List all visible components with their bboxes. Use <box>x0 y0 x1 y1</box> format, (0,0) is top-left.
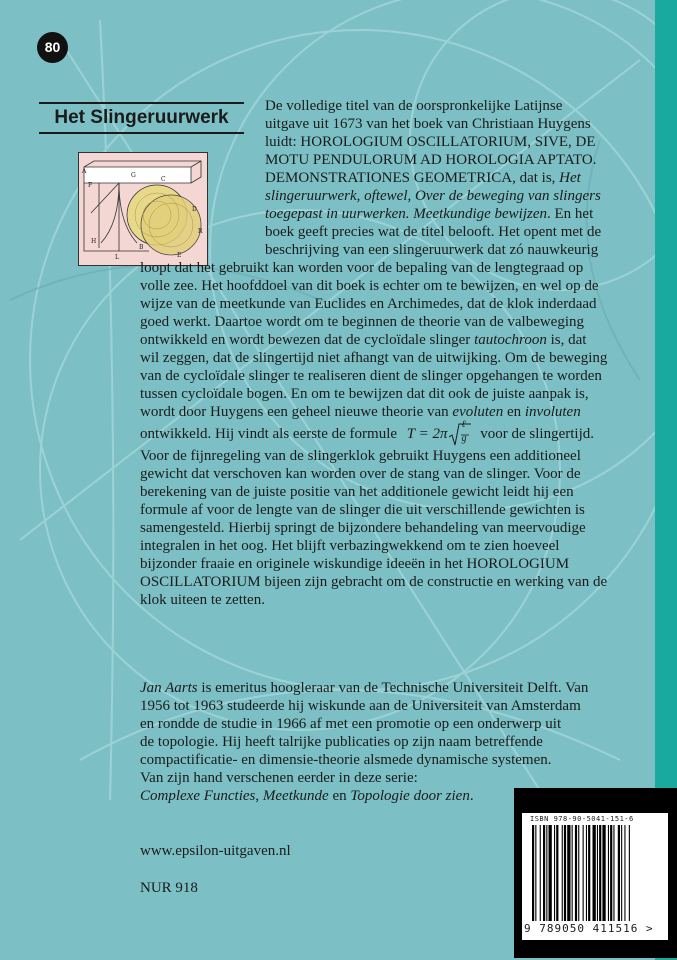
text-line <box>140 331 635 349</box>
figure-label: R <box>198 228 203 235</box>
barcode-bar <box>586 825 587 921</box>
text-segment: , <box>255 788 263 804</box>
sqrt-sign-icon <box>449 423 471 447</box>
barcode-panel <box>514 788 677 958</box>
barcode-digits: 9 789050 411516 > <box>524 922 654 935</box>
figure-label: D <box>192 206 197 213</box>
author-name: Jan Aarts <box>140 680 198 696</box>
figure-label: C <box>161 176 166 183</box>
period-formula <box>401 418 477 444</box>
figure-label: L <box>115 254 119 261</box>
text-line: goed werkt. Daartoe wordt om te beginnen de theorie van de valbeweging <box>140 314 585 330</box>
text-segment: is, dat <box>546 332 587 348</box>
barcode-bar <box>556 825 558 921</box>
barcode-bar <box>583 825 584 921</box>
isbn-text: ISBN 978-90-5041-151-6 <box>530 815 634 823</box>
text-segment: ontwikkeld en wordt bewezen dat de cycloïdale slinger <box>140 332 475 348</box>
text-segment: en <box>328 788 351 804</box>
barcode-bar <box>546 825 547 921</box>
text-line: loopt dat het gebruikt kan worden voor de bepaling van de lengtegraad op <box>140 260 584 276</box>
barcode-bar <box>621 825 622 921</box>
fraction-denominator: g <box>461 432 467 444</box>
barcode-bars <box>532 825 660 921</box>
figure-label: E <box>177 252 182 259</box>
barcode-bar <box>608 825 609 921</box>
barcode-bar <box>602 825 605 921</box>
text-segment: voor de slingertijd. <box>480 426 594 442</box>
text-line: bijzonder fraaie en originele wiskundige ideeën in het HOROLOGIUM <box>140 556 570 572</box>
text-segment: . En het <box>547 206 594 222</box>
series-title: Het Slingeruurwerk <box>54 107 229 128</box>
text-line: integralen in het oog. Het blijft verbazingwekkend om te zien hoeveel <box>140 538 560 554</box>
text-line: De volledige titel van de oorspronkelijke Latijnse <box>265 98 563 114</box>
barcode-bar <box>578 825 579 921</box>
text-line: berekening van de juiste positie van het additionele gewicht leidt hij een <box>140 484 574 500</box>
barcode-bar <box>613 825 614 921</box>
text-line <box>140 403 635 421</box>
italic-segment: Het <box>559 170 581 186</box>
text-line: boek geeft precies wat de titel belooft. Het opent met de <box>265 224 602 240</box>
text-line: beschrijving van een slingeruurwerk dat zó nauwkeurig <box>265 242 599 258</box>
figure-label: H <box>91 238 97 245</box>
barcode-bar <box>629 825 630 921</box>
barcode-bar <box>543 825 545 921</box>
barcode-bar <box>532 825 534 921</box>
figure-label: G <box>131 172 136 179</box>
text-line: OSCILLATORIUM bijeen zijn gebracht om de constructie en werking van de <box>140 574 608 590</box>
text-line: luidt: HOROLOGIUM OSCILLATORIUM, SIVE, DE <box>265 134 596 150</box>
sqrt-fraction <box>449 418 471 447</box>
italic-segment: evoluten <box>452 404 504 420</box>
text-line: wil zeggen, dat de slingertijd niet afhangt van de uitwijking. Om de beweging <box>140 350 608 366</box>
barcode-bar <box>593 825 596 921</box>
text-line: samengesteld. Hierbij springt de bijzondere behandeling van meervoudige <box>140 520 586 536</box>
barcode-bar <box>554 825 555 921</box>
text-segment: is emeritus hoogleraar van de Technische Universiteit Delft. Van <box>197 680 589 696</box>
text-line <box>265 187 635 205</box>
barcode-bar <box>540 825 541 921</box>
text-segment: en <box>503 404 525 420</box>
barcode-bar <box>597 825 598 921</box>
barcode-bar <box>535 825 536 921</box>
barcode-bar <box>599 825 601 921</box>
italic-segment: slingeruurwerk, oftewel, Over de beweging van slingers <box>265 188 601 204</box>
text-line: MOTU PENDULORUM AD HOROLOGIA APTATO. <box>265 152 597 168</box>
text-line: formule af voor de lengte van de slinger die uit verschillende gewichten is <box>140 502 585 518</box>
main-paragraph <box>140 259 635 609</box>
text-line: compactificatie- en dimensie-theorie alsmede dynamische systemen. <box>140 752 552 768</box>
figure-label: F <box>88 182 93 189</box>
italic-segment: tautochroon <box>474 332 547 348</box>
intro-paragraph <box>265 97 635 259</box>
barcode-bar <box>562 825 563 921</box>
barcode-bar <box>618 825 620 921</box>
figure-label: A <box>82 168 87 175</box>
text-line <box>140 679 635 697</box>
book-title: Meetkunde <box>262 788 329 804</box>
text-line: volle zee. Het hoofddoel van dit boek is echter om te bewijzen, en wel op de <box>140 278 599 294</box>
barcode-bar <box>588 825 590 921</box>
barcode-bar <box>564 825 566 921</box>
figure-label: B <box>139 244 144 251</box>
barcode-bar <box>624 825 625 921</box>
formula-line <box>140 418 635 447</box>
barcode-bar <box>575 825 577 921</box>
barcode-bar <box>610 825 612 921</box>
book-title: Complexe Functies <box>140 788 256 804</box>
barcode-bar <box>549 825 552 921</box>
title-rule-bottom <box>39 132 244 134</box>
text-line: uitgave uit 1673 van het boek van Christiaan Huygens <box>265 116 591 132</box>
italic-segment: toegepast in uurwerken. Meetkundige bewijzen <box>265 206 548 222</box>
text-line: gewicht dat verschoven kan worden over de stang van de slinger. Voor de <box>140 466 581 482</box>
barcode-label <box>522 813 668 940</box>
text-line: tussen cycloïdale bogen. En om te bewijzen dat dit ook de juiste aanpak is, <box>140 386 589 402</box>
text-segment: DEMONSTRATIONES GEOMETRICA, dat is, <box>265 170 560 186</box>
text-segment: . <box>469 788 474 804</box>
barcode-bar <box>567 825 570 921</box>
text-line: 1956 tot 1963 studeerde hij wiskunde aan de Universiteit van Amsterdam <box>140 698 581 714</box>
author-paragraph <box>140 679 635 805</box>
text-line: wijze van de meetkunde van Euclides en Archimedes, dat de klok inderdaad <box>140 296 597 312</box>
text-line <box>265 169 635 187</box>
cycloid-diagram <box>79 153 207 265</box>
nur-code: NUR 918 <box>140 880 198 896</box>
text-line: Van zijn hand verschenen eerder in deze serie: <box>140 770 418 786</box>
text-line: klok uiteen te zetten. <box>140 592 265 608</box>
text-segment: ontwikkeld. Hij vindt als eerste de formule <box>140 426 398 442</box>
text-line <box>265 205 635 223</box>
italic-segment: involuten <box>524 404 581 420</box>
text-segment: wordt door Huygens een geheel nieuwe theorie van <box>140 404 453 420</box>
book-title: Topologie door zien <box>350 788 470 804</box>
text-line: de topologie. Hij heeft talrijke publicaties op zijn naam betreffende <box>140 734 543 750</box>
text-line: en rondde de studie in 1966 af met een promotie op een onderwerp uit <box>140 716 562 732</box>
fraction-numerator: ℓ <box>461 418 466 430</box>
formula-lhs: T = 2π <box>406 426 448 442</box>
barcode-bar <box>572 825 573 921</box>
text-line: Voor de fijnregeling van de slingerklok gebruikt Huygens een additioneel <box>140 448 581 464</box>
publisher-website: www.epsilon-uitgaven.nl <box>140 843 291 859</box>
text-line: van de cycloïdale slinger te realiseren dient de slinger opgehangen te worden <box>140 368 602 384</box>
page-number-badge: 80 <box>37 32 68 63</box>
pendulum-clock-figure <box>78 152 208 266</box>
